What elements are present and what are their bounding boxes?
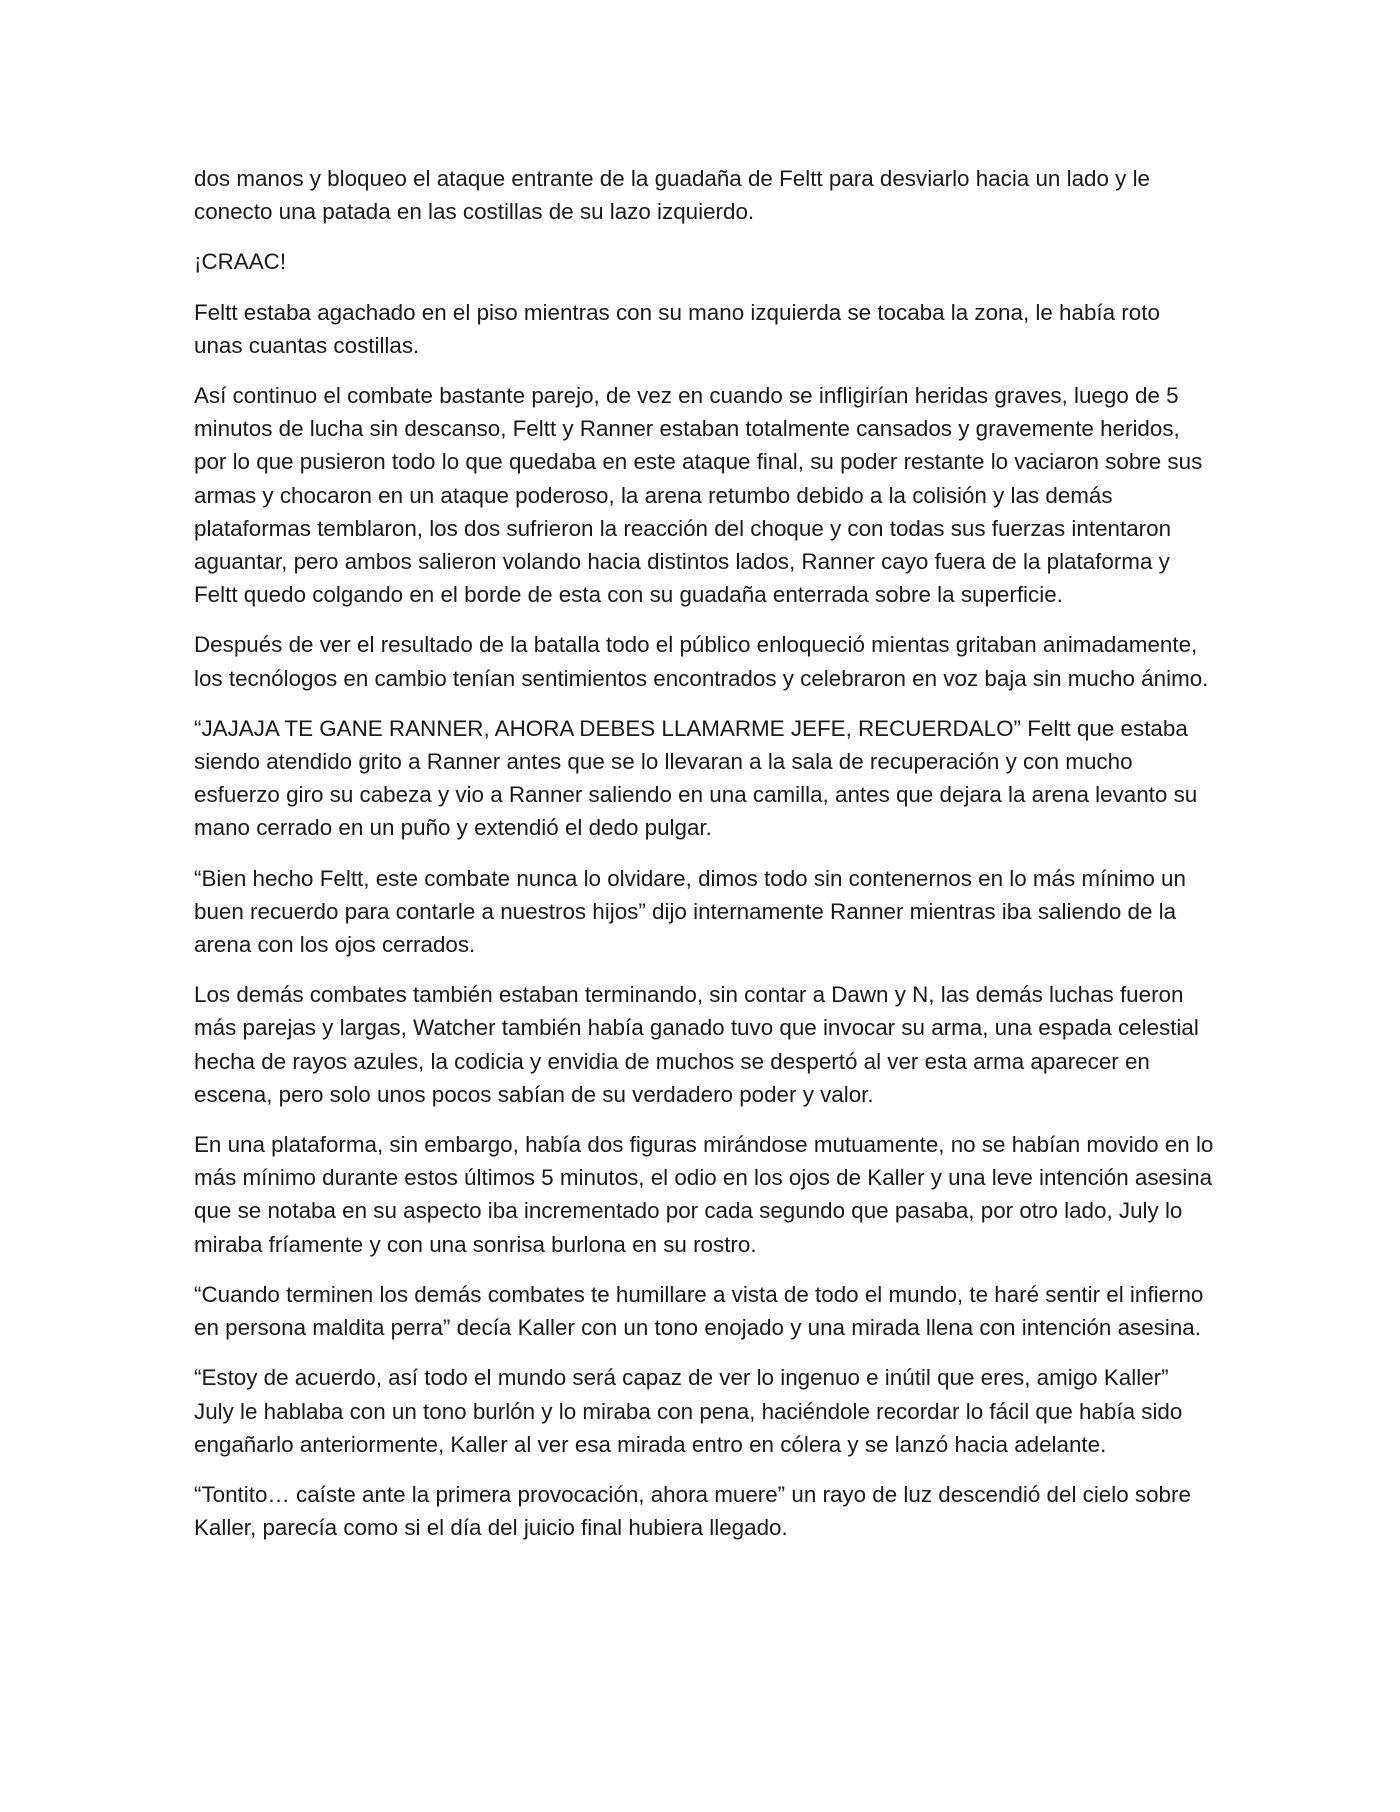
- paragraph: Así continuo el combate bastante parejo, de vez en cuando se infligirían heridas graves, luego de 5 minutos de lucha sin descanso, Feltt y Ranner estaban totalmente cansados y gravemente heridos, por lo que pusieron todo lo que quedaba en este ataque final, su poder restante lo vaciaron sobre sus armas y chocaron en un ataque poderoso, la arena retumbo debido a la colisión y las demás plataformas temblaron, los dos sufrieron la reacción del choque y con todas sus fuerzas intentaron aguantar, pero ambos salieron volando hacia distintos lados, Ranner cayo fuera de la plataforma y Feltt quedo colgando en el borde de esta con su guadaña enterrada sobre la superficie.: [194, 383, 1203, 608]
- paragraph: “Estoy de acuerdo, así todo el mundo será capaz de ver lo ingenuo e inútil que eres, amigo Kaller” July le hablaba con un tono burlón y lo miraba con pena, haciéndole recordar lo fácil que había sido engañarlo anteriormente, Kaller al ver esa mirada entro en cólera y se lanzó hacia adelante.: [194, 1365, 1183, 1457]
- document-body: [194, 162, 1214, 1561]
- paragraph: “Tontito… caíste ante la primera provocación, ahora muere” un rayo de luz descendió del cielo sobre Kaller, parecía como si el día del juicio final hubiera llegado.: [194, 1481, 1191, 1541]
- paragraph: dos manos y bloqueo el ataque entrante de la guadaña de Feltt para desviarlo hacia un lado y le conecto una patada en las costillas de su lazo izquierdo.: [194, 166, 1150, 225]
- paragraph: ¡CRAAC!: [194, 249, 287, 275]
- paragraph: Los demás combates también estaban terminando, sin contar a Dawn y N, las demás luchas fueron más parejas y largas, Watcher también había ganado tuvo que invocar su arma, una espada celestial hecha de rayos azules, la codicia y envidia de muchos se despertó al ver esta arma aparecer en escena, pero solo unos pocos sabían de su verdadero poder y valor.: [194, 982, 1199, 1107]
- paragraph: “Bien hecho Feltt, este combate nunca lo olvidare, dimos todo sin contenernos en lo más mínimo un buen recuerdo para contarle a nuestros hijos” dijo internamente Ranner mientras iba saliendo de la arena con los ojos cerrados.: [194, 865, 1186, 958]
- paragraph: Feltt estaba agachado en el piso mientras con su mano izquierda se tocaba la zona, le había roto unas cuantas costillas.: [194, 299, 1160, 358]
- paragraph: Después de ver el resultado de la batalla todo el público enloqueció mientas gritaban animadamente, los tecnólogos en cambio tenían sentimientos encontrados y celebraron en voz baja sin mucho ánimo.: [194, 632, 1209, 691]
- paragraph: “Cuando terminen los demás combates te humillare a vista de todo el mundo, te haré sentir el infierno en persona maldita perra” decía Kaller con un tono enojado y una mirada llena con intención asesina.: [194, 1281, 1204, 1341]
- paragraph: “JAJAJA TE GANE RANNER, AHORA DEBES LLAMARME JEFE, RECUERDALO” Feltt que estaba siendo atendido grito a Ranner antes que se lo llevaran a la sala de recuperación y con mucho esfuerzo giro su cabeza y vio a Ranner saliendo en una camilla, antes que dejara la arena levanto su mano cerrado en un puño y extendió el dedo pulgar.: [194, 715, 1198, 841]
- paragraph: En una plataforma, sin embargo, había dos figuras mirándose mutuamente, no se habían movido en lo más mínimo durante estos últimos 5 minutos, el odio en los ojos de Kaller y una leve intención asesina que se notaba en su aspecto iba incrementado por cada segundo que pasaba, por otro lado, July lo miraba fríamente y con una sonrisa burlona en su rostro.: [194, 1132, 1214, 1257]
